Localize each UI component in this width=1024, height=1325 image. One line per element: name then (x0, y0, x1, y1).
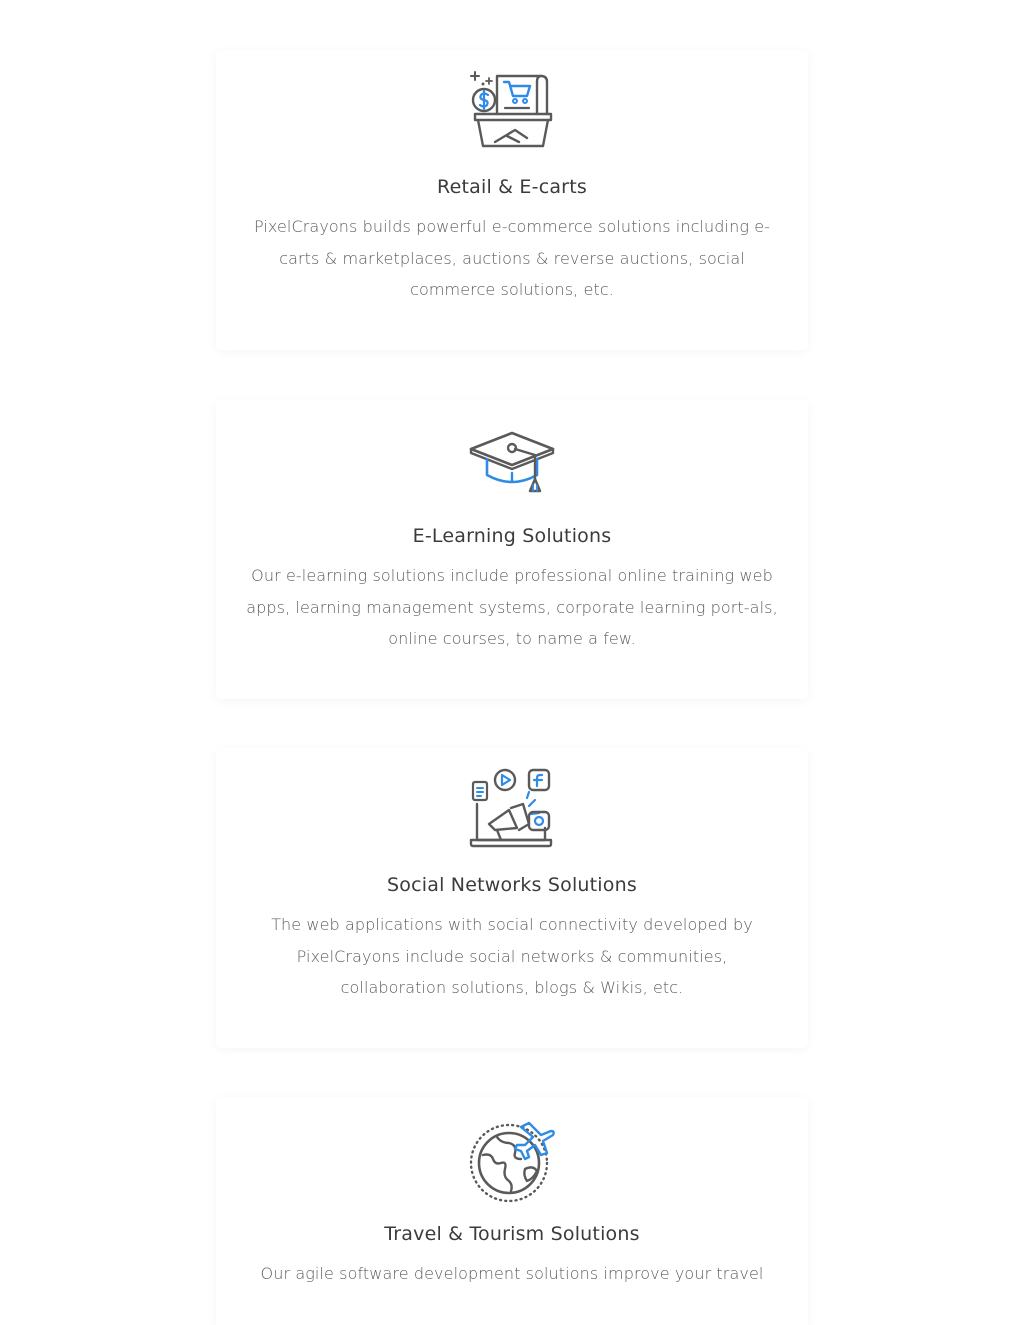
description-line: The web applications with social connectivity developed by (271, 915, 753, 934)
card-title: Travel & Tourism Solutions (384, 1223, 640, 1245)
solution-card-social-networks (216, 748, 808, 1048)
card-description (242, 560, 782, 655)
solution-card-retail (216, 50, 808, 350)
description-line: online courses, to name a few. (388, 629, 636, 648)
social-media-megaphone-icon (467, 764, 557, 854)
description-line: commerce solutions, etc. (410, 280, 614, 299)
solution-card-travel (216, 1097, 808, 1325)
globe-airplane-icon (467, 1113, 557, 1203)
card-description (242, 211, 782, 306)
description-line: Our e-learning solutions include professional online training web (251, 566, 773, 585)
card-title: Retail & E-carts (437, 176, 587, 198)
solution-card-elearning (216, 399, 808, 699)
shopping-cart-basket-icon (467, 66, 557, 156)
card-description (242, 1258, 782, 1290)
description-line: collaboration solutions, blogs & Wikis, etc. (340, 978, 684, 997)
description-line: apps, learning management systems, corporate learning port-als, (246, 597, 778, 617)
card-title: E-Learning Solutions (412, 525, 612, 547)
graduation-cap-icon (467, 415, 557, 505)
card-description (242, 909, 782, 1004)
description-line: PixelCrayons include social networks & communities, (296, 946, 728, 966)
card-title: Social Networks Solutions (387, 874, 637, 896)
description-line: carts & marketplaces, auctions & reverse auctions, social (279, 248, 745, 268)
description-line: Our agile software development solutions improve your travel (260, 1264, 764, 1283)
description-line: PixelCrayons builds powerful e-commerce solutions including e- (253, 217, 771, 236)
